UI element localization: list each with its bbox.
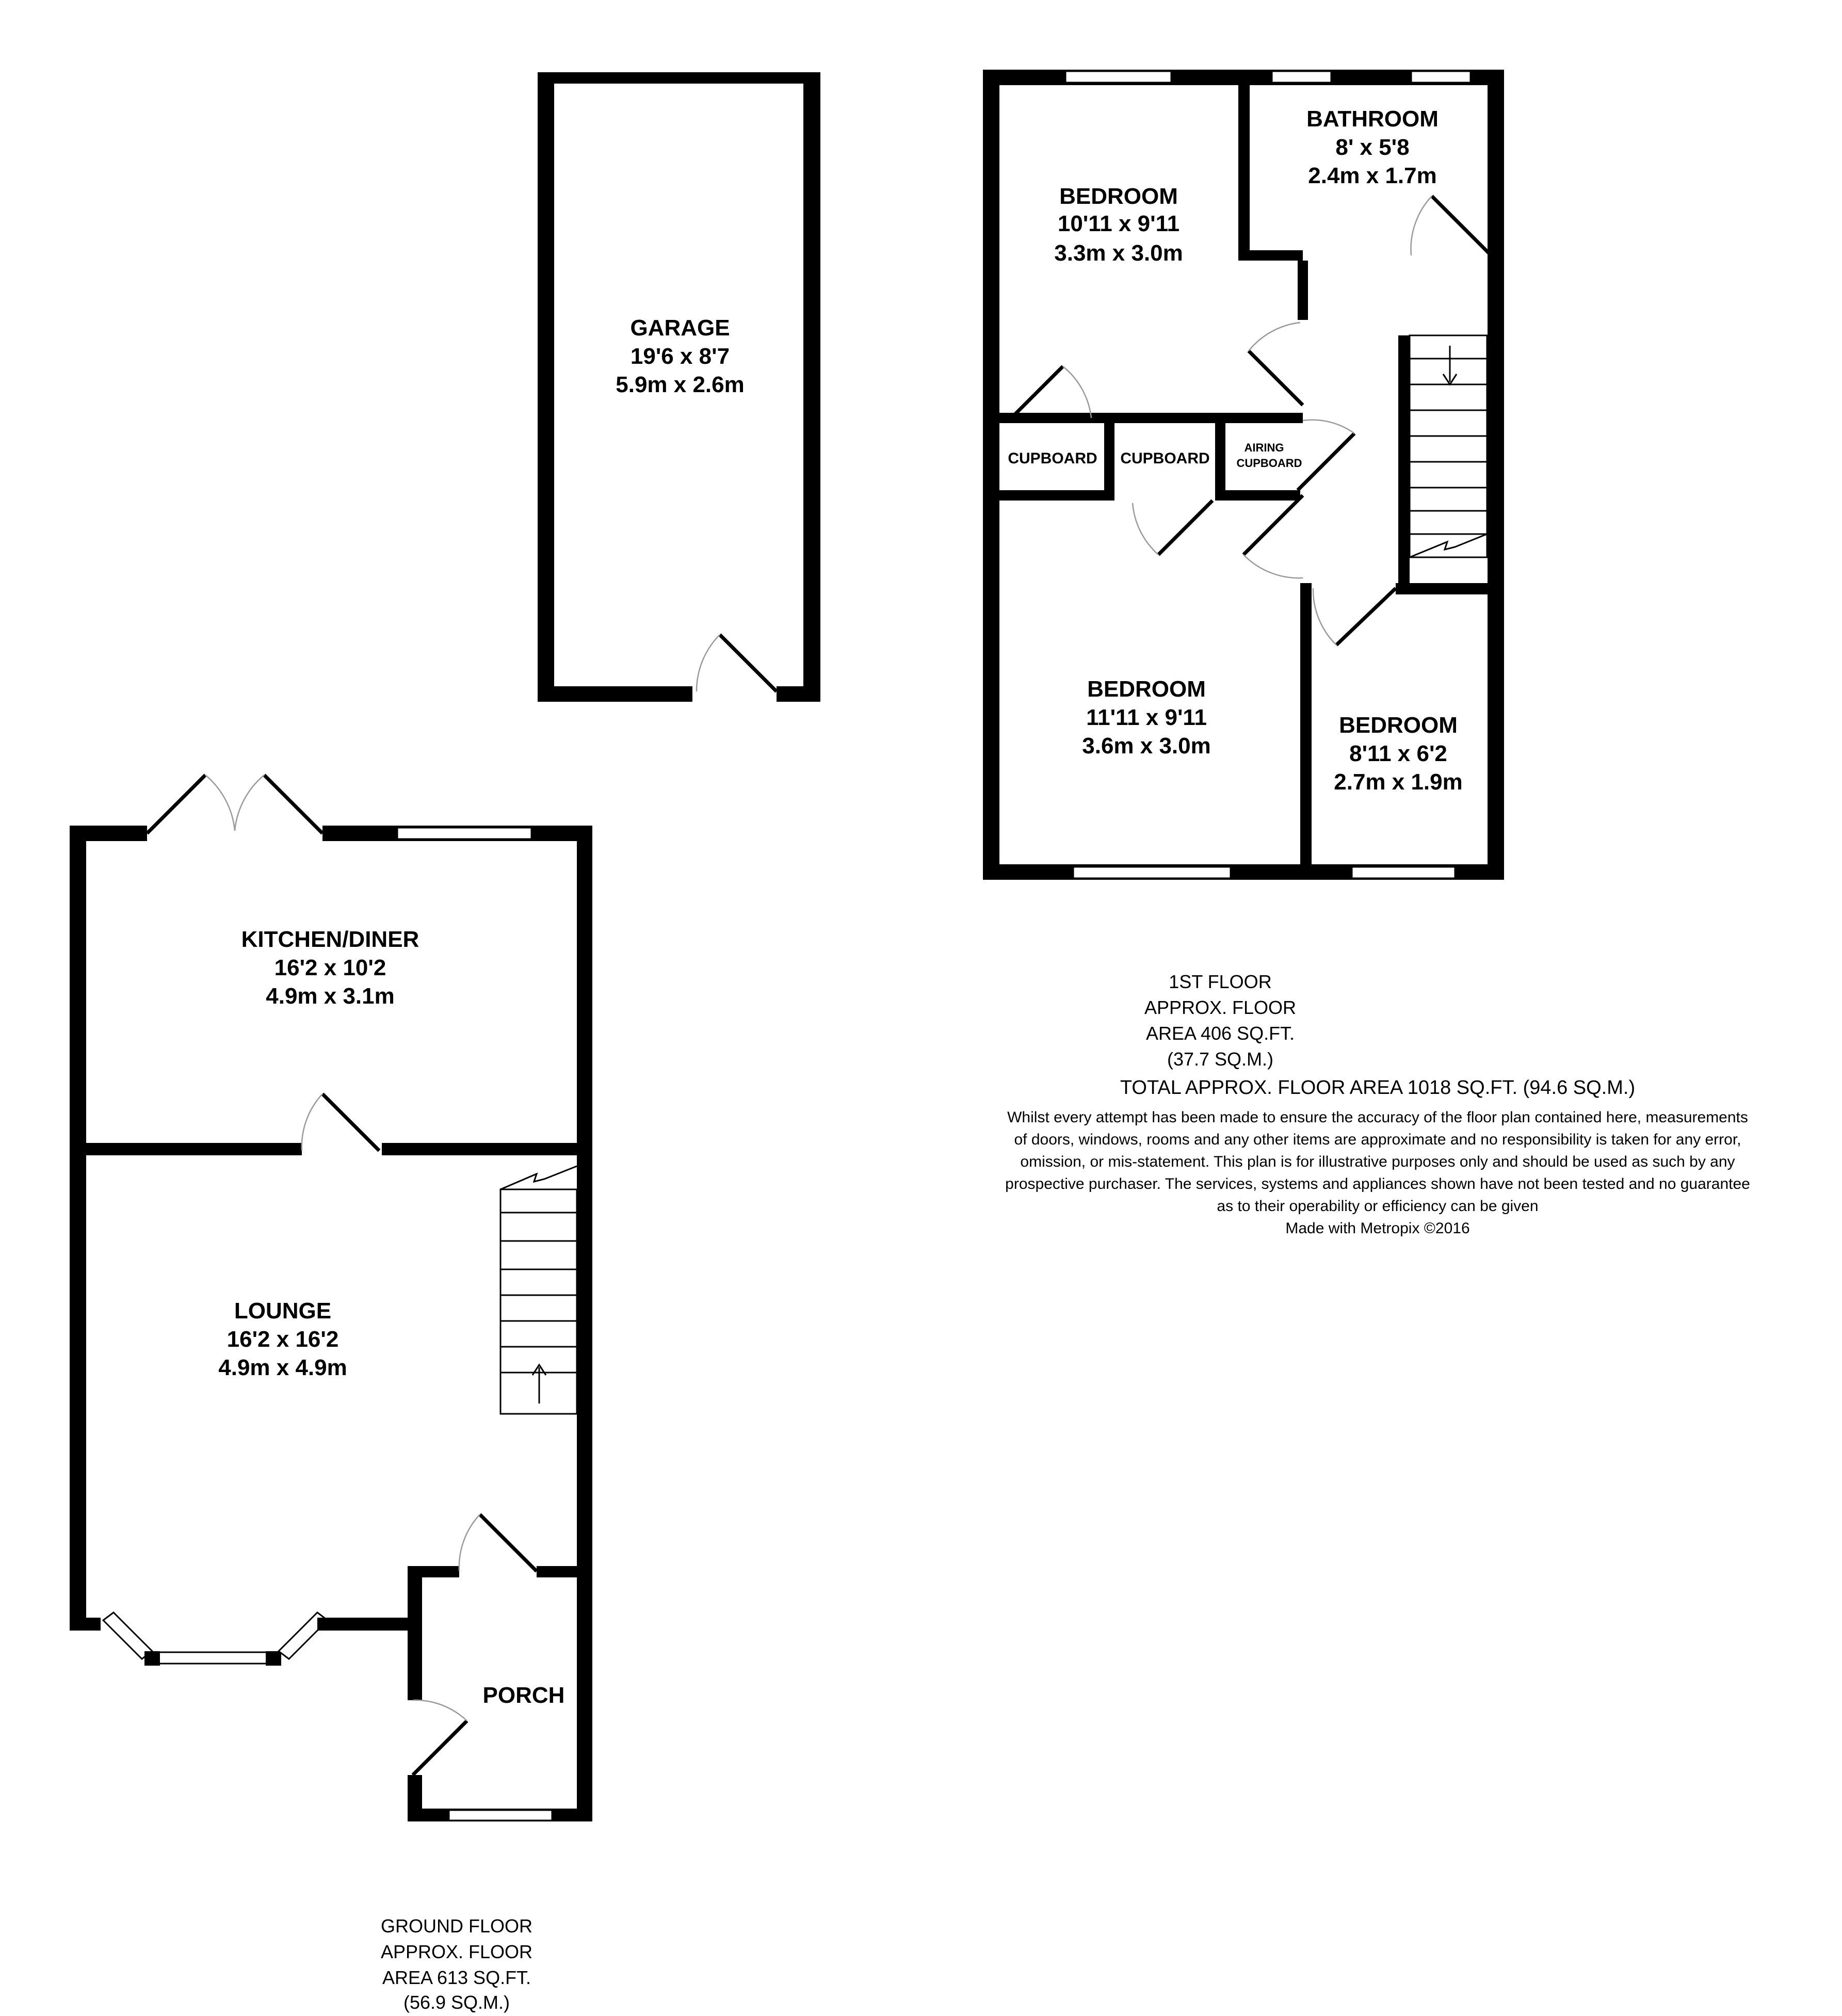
garage-name: GARAGE [630,315,730,341]
french-door-left-leaf [147,775,205,833]
bedroom1-door-leaf [1249,351,1303,405]
ff-window-bedroom3 [1352,867,1455,878]
garage-wall-bottom-left [538,686,692,702]
bedroom3-name: BEDROOM [1339,713,1458,738]
ff-wall-right [1488,70,1504,880]
porch-inner-door-arc [459,1514,480,1571]
porch-wall-left-upper [408,1566,422,1700]
cupboard-row-bottom-right [1215,490,1300,501]
bedroom3-wall-top [1396,583,1504,594]
ground-floor-area-line: (56.9 SQ.M.) [403,1992,510,2013]
airing-cupboard-door-arc [1303,420,1354,433]
garage-door-leaf [720,635,777,691]
ff-window-bathroom-1 [1272,71,1331,83]
ff-window-bathroom-2 [1411,71,1471,83]
total-area: TOTAL APPROX. FLOOR AREA 1018 SQ.FT. (94.6 SQ.M.) [1120,1077,1636,1099]
bay-wall-center-right [266,1651,281,1666]
french-door-right-arc [235,775,264,831]
cupboard2-door-arc [1133,503,1158,555]
kitchen-lounge-wall-right [382,1143,592,1155]
bedroom2-door-leaf [1243,495,1303,555]
porch-front-door-arc [413,1700,467,1721]
cupboard-door-leaf [1009,366,1063,421]
ground-floor-area-line: AREA 613 SQ.FT. [382,1967,531,1988]
bathroom-wall-left [1238,70,1250,261]
garage-door-arc [697,635,720,691]
bathroom-door-arc [1411,196,1432,255]
bedroom3-metric: 2.7m x 1.9m [1334,769,1463,795]
porch-wall-top-right [537,1566,592,1577]
garage-wall-left [538,72,554,702]
first-floor-area-line: (37.7 SQ.M.) [1167,1049,1274,1070]
garage-imperial: 19'6 x 8'7 [630,344,730,369]
disclaimer-line: Whilst every attempt has been made to ensure the accuracy of the floor plan contained here, measurements [1007,1109,1748,1126]
bedroom1-door-arc [1249,322,1300,351]
bay-wall-center-left [144,1651,160,1666]
bathroom-name: BATHROOM [1306,106,1439,132]
bathroom-imperial: 8' x 5'8 [1335,135,1410,160]
kitchen-metric: 4.9m x 3.1m [266,983,395,1009]
bedroom1-imperial: 10'11 x 9'11 [1057,211,1180,236]
first-floor-area-line: AREA 406 SQ.FT. [1145,1023,1295,1044]
cupboard1-name: CUPBOARD [1008,450,1097,467]
cupboard-row-bottom-left [983,490,1112,501]
garage-metric: 5.9m x 2.6m [616,372,745,397]
porch-wall-top-left [408,1566,459,1577]
garage-wall-right [803,72,820,702]
cupboard1-wall-right [1104,413,1114,501]
ff-stair-wall [1398,335,1410,593]
bathroom-metric: 2.4m x 1.7m [1308,163,1437,188]
gf-wall-right [577,826,592,1821]
ground-floor-area-line: APPROX. FLOOR [380,1941,533,1962]
kitchen-name: KITCHEN/DINER [241,927,419,952]
disclaimer-line: of doors, windows, rooms and any other items are approximate and no responsibility is taken for any error, [1014,1131,1741,1148]
french-door-right-leaf [264,775,322,833]
airing-cupboard-line1: AIRING [1244,441,1284,454]
bay-window-center [157,1652,268,1664]
porch-window [449,1810,552,1820]
cupboard-door-arc [1063,366,1091,418]
disclaimer-line: omission, or mis-statement. This plan is for illustrative purposes only and should be used as such by any [1020,1153,1735,1170]
bedroom1-name: BEDROOM [1059,184,1178,209]
cupboard-row-top [983,413,1303,423]
porch-front-door-leaf [413,1721,467,1775]
kitchen-door-leaf [322,1094,379,1151]
gf-stair-break [500,1166,577,1189]
cupboard2-door-leaf [1158,501,1213,555]
garage-wall-bottom-right [777,686,820,702]
lounge-metric: 4.9m x 4.9m [218,1355,347,1380]
garage-wall-top [538,72,814,84]
kitchen-window [397,828,531,839]
porch-inner-door-leaf [480,1514,537,1571]
airing-cupboard-door-leaf [1298,433,1354,490]
lounge-wall-bottom-left [70,1618,101,1631]
ground-floor-area-line: GROUND FLOOR [380,1915,533,1937]
lounge-name: LOUNGE [234,1298,332,1324]
bedroom2-door-arc [1243,555,1303,578]
bedroom3-door-leaf [1336,588,1396,645]
bedroom3-wall-left [1300,583,1312,880]
ff-wall-left [983,70,999,880]
disclaimer-line: as to their operability or efficiency can be given [1217,1198,1539,1215]
disclaimer-line: Made with Metropix ©2016 [1285,1220,1470,1237]
kitchen-imperial: 16'2 x 10'2 [274,955,386,980]
ff-window-bedroom1 [1065,71,1171,83]
disclaimer-line: prospective purchaser. The services, systems and appliances shown have not been tested and no guarantee [1005,1175,1750,1192]
gf-wall-left [70,826,86,1631]
bedroom2-imperial: 11'11 x 9'11 [1086,705,1207,730]
lounge-wall-bottom-right [317,1618,421,1631]
first-floor-area-line: 1ST FLOOR [1169,971,1272,992]
bedroom2-name: BEDROOM [1087,676,1206,702]
bedroom1-wall-right [1298,261,1308,320]
airing-cupboard-line2: CUPBOARD [1236,457,1302,470]
bedroom3-imperial: 8'11 x 6'2 [1349,741,1447,766]
ff-stair-break [1410,534,1487,557]
bathroom-door-leaf [1432,196,1489,253]
lounge-imperial: 16'2 x 16'2 [227,1327,339,1352]
cupboard2-wall-right [1215,413,1225,501]
bathroom-wall-bottom [1238,250,1303,261]
kitchen-lounge-wall-left [70,1143,302,1155]
ground-floor-stairs [500,1166,577,1414]
french-door-left-arc [205,775,235,831]
first-floor-area-line: APPROX. FLOOR [1144,997,1297,1018]
first-floor-stairs [1410,335,1487,557]
bedroom1-metric: 3.3m x 3.0m [1054,240,1183,266]
porch-name: PORCH [482,1683,565,1708]
bedroom2-metric: 3.6m x 3.0m [1082,733,1211,759]
ff-window-bedroom2 [1073,867,1231,878]
bedroom3-door-arc [1313,588,1336,645]
cupboard2-name: CUPBOARD [1120,450,1210,467]
kitchen-door-arc [302,1094,322,1151]
ff-stair-outline [1410,335,1487,557]
